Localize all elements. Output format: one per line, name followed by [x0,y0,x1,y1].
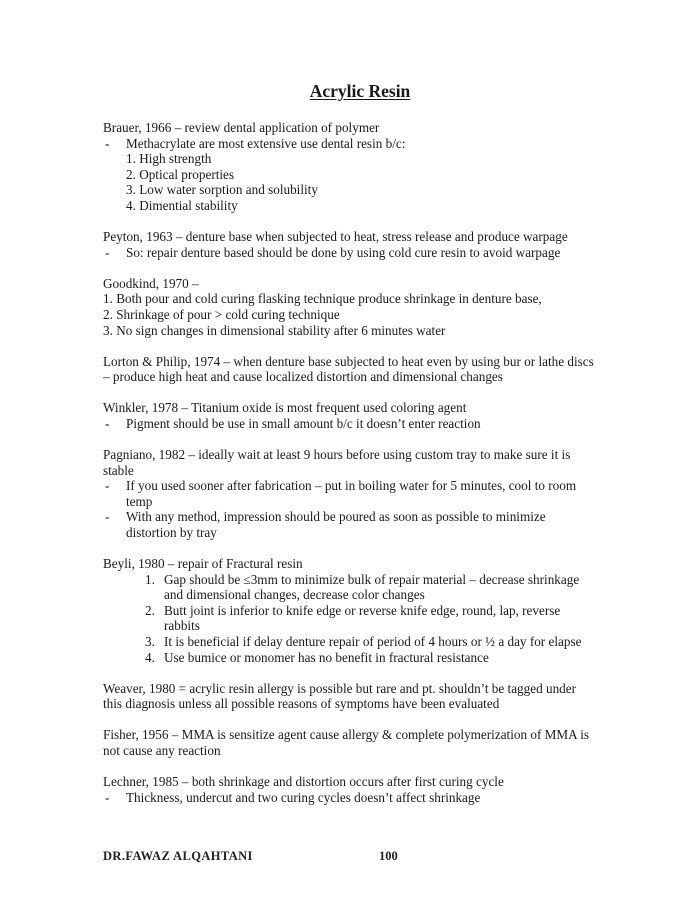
ordered-item [103,603,623,619]
dash-marker: - [105,135,110,151]
paragraph-line: Fisher, 1956 – MMA is sensitize agent cause allergy & complete polymerization of MMA is [103,727,589,743]
bullet-continuation: distortion by tray [126,524,217,540]
paragraph-line: not cause any reaction [103,743,221,758]
dash-marker: - [105,415,110,431]
page-title: Acrylic Resin [309,81,411,101]
dash-marker: - [105,244,110,260]
bullet-text: Methacrylate are most extensive use dental resin b/c: [126,135,406,151]
ordered-item [103,650,623,666]
section-brauer [103,120,623,214]
paragraph-line: Lorton & Philip, 1974 – when denture base subjected to heat even by using bur or lathe discs [103,353,594,369]
item-continuation: and dimensional changes, decrease color changes [164,587,425,603]
item-text: Use bumice or monomer has no benefit in fractural resistance [164,649,489,665]
item-number: 2. [145,602,155,618]
section-heading: Winkler, 1978 – Titanium oxide is most frequent used coloring agent [103,400,467,416]
paragraph-line: Weaver, 1980 = acrylic resin allergy is possible but rare and pt. shouldn’t be tagged under [103,680,577,696]
bullet-text: Thickness, undercut and two curing cycles doesn’t affect shrinkage [126,789,481,805]
bullet-continuation: temp [126,493,153,509]
section-heading: Brauer, 1966 – review dental application of polymer [103,120,380,135]
dash-marker: - [105,509,110,525]
bullet-item [103,245,623,261]
paragraph-line: Pagniano, 1982 – ideally wait at least 9 hours before using custom tray to make sure it is [103,447,571,462]
section-fisher [103,727,623,758]
list-item: 3. Low water sorption and solubility [126,182,318,198]
paragraph-line: stable [103,462,134,478]
list-item: 1. High strength [126,151,212,167]
section-pagniano [103,447,623,541]
bullet-text: So: repair denture based should be done by using cold cure resin to avoid warpage [126,244,561,260]
item-continuation: rabbits [164,618,200,634]
footer-author: DR.FAWAZ ALQAHTANI [103,849,253,863]
list-item: 2. Optical properties [126,166,235,182]
section-heading: Goodkind, 1970 – [103,275,199,291]
ordered-item [103,572,623,588]
item-text: It is beneficial if delay denture repair of period of 4 hours or ½ a day for elapse [164,634,582,650]
item-number: 4. [145,649,155,665]
list-item: 2. Shrinkage of pour > cold curing technique [103,306,340,322]
item-number: 3. [145,634,155,650]
list-item: 3. No sign changes in dimensional stability after 6 minutes water [103,322,446,338]
section-heading: Beyli, 1980 – repair of Fractural resin [103,556,303,572]
list-item: 4. Dimential stability [126,197,238,213]
bullet-text: With any method, impression should be poured as soon as possible to minimize [126,509,546,525]
section-lorton [103,354,623,385]
section-goodkind [103,276,623,338]
section-peyton [103,229,623,260]
bullet-item [103,416,623,432]
bullet-item [103,509,623,525]
bullet-item [103,136,623,152]
dash-marker: - [105,478,110,494]
bullet-text: Pigment should be use in small amount b/c it doesn’t enter reaction [126,415,481,431]
item-number: 1. [145,571,155,587]
section-beyli [103,556,623,665]
bullet-item [103,790,623,806]
bullet-item [103,478,623,494]
paragraph-line: this diagnosis unless all possible reasons of symptoms have been evaluated [103,696,500,712]
page-number: 100 [379,849,398,863]
section-heading: Lechner, 1985 – both shrinkage and distortion occurs after first curing cycle [103,774,504,790]
document-body [103,120,623,821]
section-winkler [103,400,623,431]
section-lechner [103,774,623,805]
bullet-text: If you used sooner after fabrication – put in boiling water for 5 minutes, cool to room [126,478,577,494]
paragraph-line: – produce high heat and cause localized distortion and dimensional changes [103,369,503,385]
list-item: 1. Both pour and cold curing flasking technique produce shrinkage in denture base, [103,291,542,307]
section-heading: Peyton, 1963 – denture base when subjected to heat, stress release and produce warpage [103,229,568,245]
section-weaver [103,681,623,712]
item-text: Butt joint is inferior to knife edge or reverse knife edge, round, lap, reverse [164,602,561,618]
dash-marker: - [105,789,110,805]
ordered-item [103,634,623,650]
item-text: Gap should be ≤3mm to minimize bulk of repair material – decrease shrinkage [164,571,580,587]
